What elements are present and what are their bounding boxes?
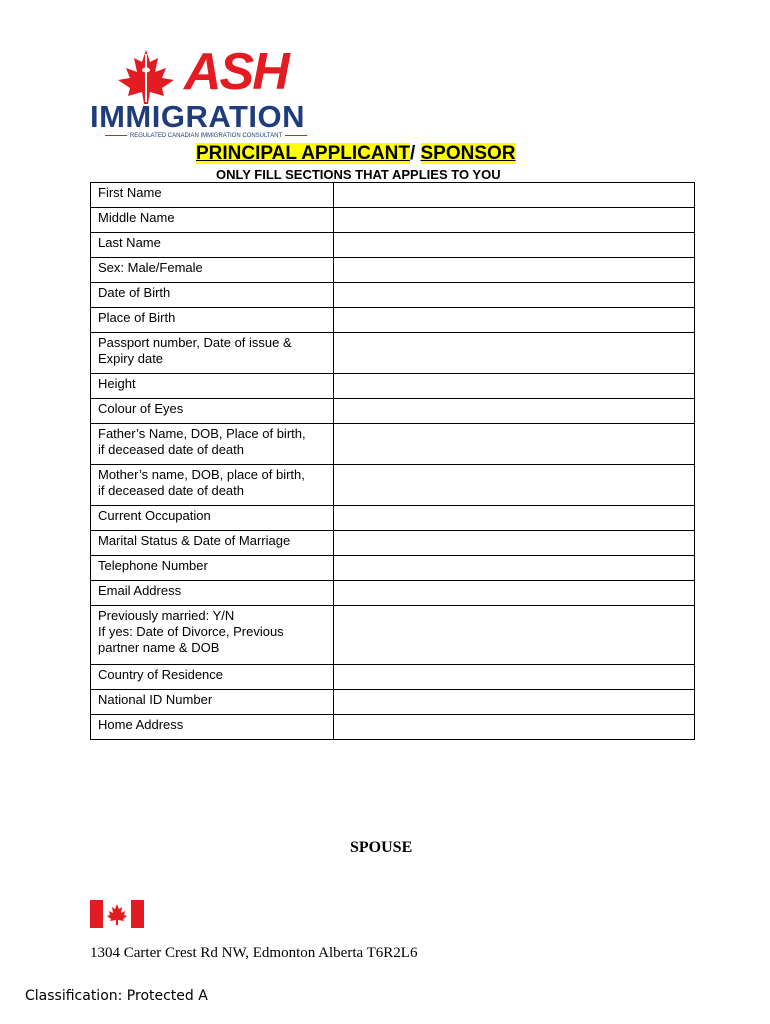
form-field-input[interactable] (334, 606, 695, 665)
form-field-label: Previously married: Y/N If yes: Date of Divorce, Previous partner name & DOB (91, 606, 334, 665)
form-row (91, 556, 695, 581)
form-row (91, 665, 695, 690)
form-row (91, 531, 695, 556)
form-field-label: Sex: Male/Female (91, 258, 334, 283)
form-field-input[interactable] (334, 665, 695, 690)
form-field-input[interactable] (334, 333, 695, 374)
form-row (91, 283, 695, 308)
form-row (91, 399, 695, 424)
form-row (91, 233, 695, 258)
form-row (91, 606, 695, 665)
title-separator: / (409, 143, 421, 164)
maple-leaf-cn-tower-icon (114, 48, 178, 106)
page-subtitle: ONLY FILL SECTIONS THAT APPLIES TO YOU (216, 167, 501, 182)
form-field-label: Telephone Number (91, 556, 334, 581)
form-field-label: Colour of Eyes (91, 399, 334, 424)
form-field-input[interactable] (334, 283, 695, 308)
form-field-input[interactable] (334, 465, 695, 506)
form-field-label: First Name (91, 183, 334, 208)
form-field-label: Email Address (91, 581, 334, 606)
logo-brand-text: ASH (184, 43, 288, 101)
form-row (91, 333, 695, 374)
office-address: 1304 Carter Crest Rd NW, Edmonton Alberta T6R2L6 (90, 945, 418, 961)
form-row (91, 506, 695, 531)
form-row (91, 374, 695, 399)
form-row (91, 581, 695, 606)
form-field-input[interactable] (334, 258, 695, 283)
form-row (91, 424, 695, 465)
form-field-input[interactable] (334, 183, 695, 208)
form-row (91, 208, 695, 233)
spouse-heading: SPOUSE (350, 839, 413, 856)
logo-name-text: IMMIGRATION (90, 99, 306, 134)
form-field-label: Current Occupation (91, 506, 334, 531)
form-field-input[interactable] (334, 424, 695, 465)
form-field-input[interactable] (334, 556, 695, 581)
form-field-label: Place of Birth (91, 308, 334, 333)
form-field-input[interactable] (334, 308, 695, 333)
form-field-label: Home Address (91, 715, 334, 740)
form-field-label: Passport number, Date of issue & Expiry date (91, 333, 334, 374)
logo-tagline: REGULATED CANADIAN IMMIGRATION CONSULTANT (90, 132, 322, 140)
form-field-input[interactable] (334, 690, 695, 715)
form-field-label: Mother’s name, DOB, place of birth, if deceased date of death (91, 465, 334, 506)
applicant-form-table (90, 182, 695, 740)
form-row (91, 258, 695, 283)
title-sponsor: SPONSOR (420, 143, 516, 164)
form-row (91, 183, 695, 208)
form-field-input[interactable] (334, 399, 695, 424)
title-principal-applicant: PRINCIPAL APPLICANT (196, 143, 410, 164)
classification-label: Classification: Protected A (25, 988, 208, 1004)
form-row (91, 715, 695, 740)
form-row (91, 308, 695, 333)
form-field-input[interactable] (334, 374, 695, 399)
form-field-input[interactable] (334, 581, 695, 606)
form-row (91, 690, 695, 715)
company-logo (90, 44, 326, 144)
form-field-input[interactable] (334, 531, 695, 556)
page-title (196, 143, 516, 165)
form-field-input[interactable] (334, 715, 695, 740)
form-row (91, 465, 695, 506)
canada-flag-icon (90, 900, 144, 928)
form-field-label: Marital Status & Date of Marriage (91, 531, 334, 556)
form-field-label: Date of Birth (91, 283, 334, 308)
form-field-label: Country of Residence (91, 665, 334, 690)
form-field-label: Middle Name (91, 208, 334, 233)
form-field-input[interactable] (334, 233, 695, 258)
form-field-label: Last Name (91, 233, 334, 258)
form-field-input[interactable] (334, 506, 695, 531)
form-field-label: National ID Number (91, 690, 334, 715)
form-field-label: Height (91, 374, 334, 399)
form-field-label: Father’s Name, DOB, Place of birth, if deceased date of death (91, 424, 334, 465)
form-field-input[interactable] (334, 208, 695, 233)
